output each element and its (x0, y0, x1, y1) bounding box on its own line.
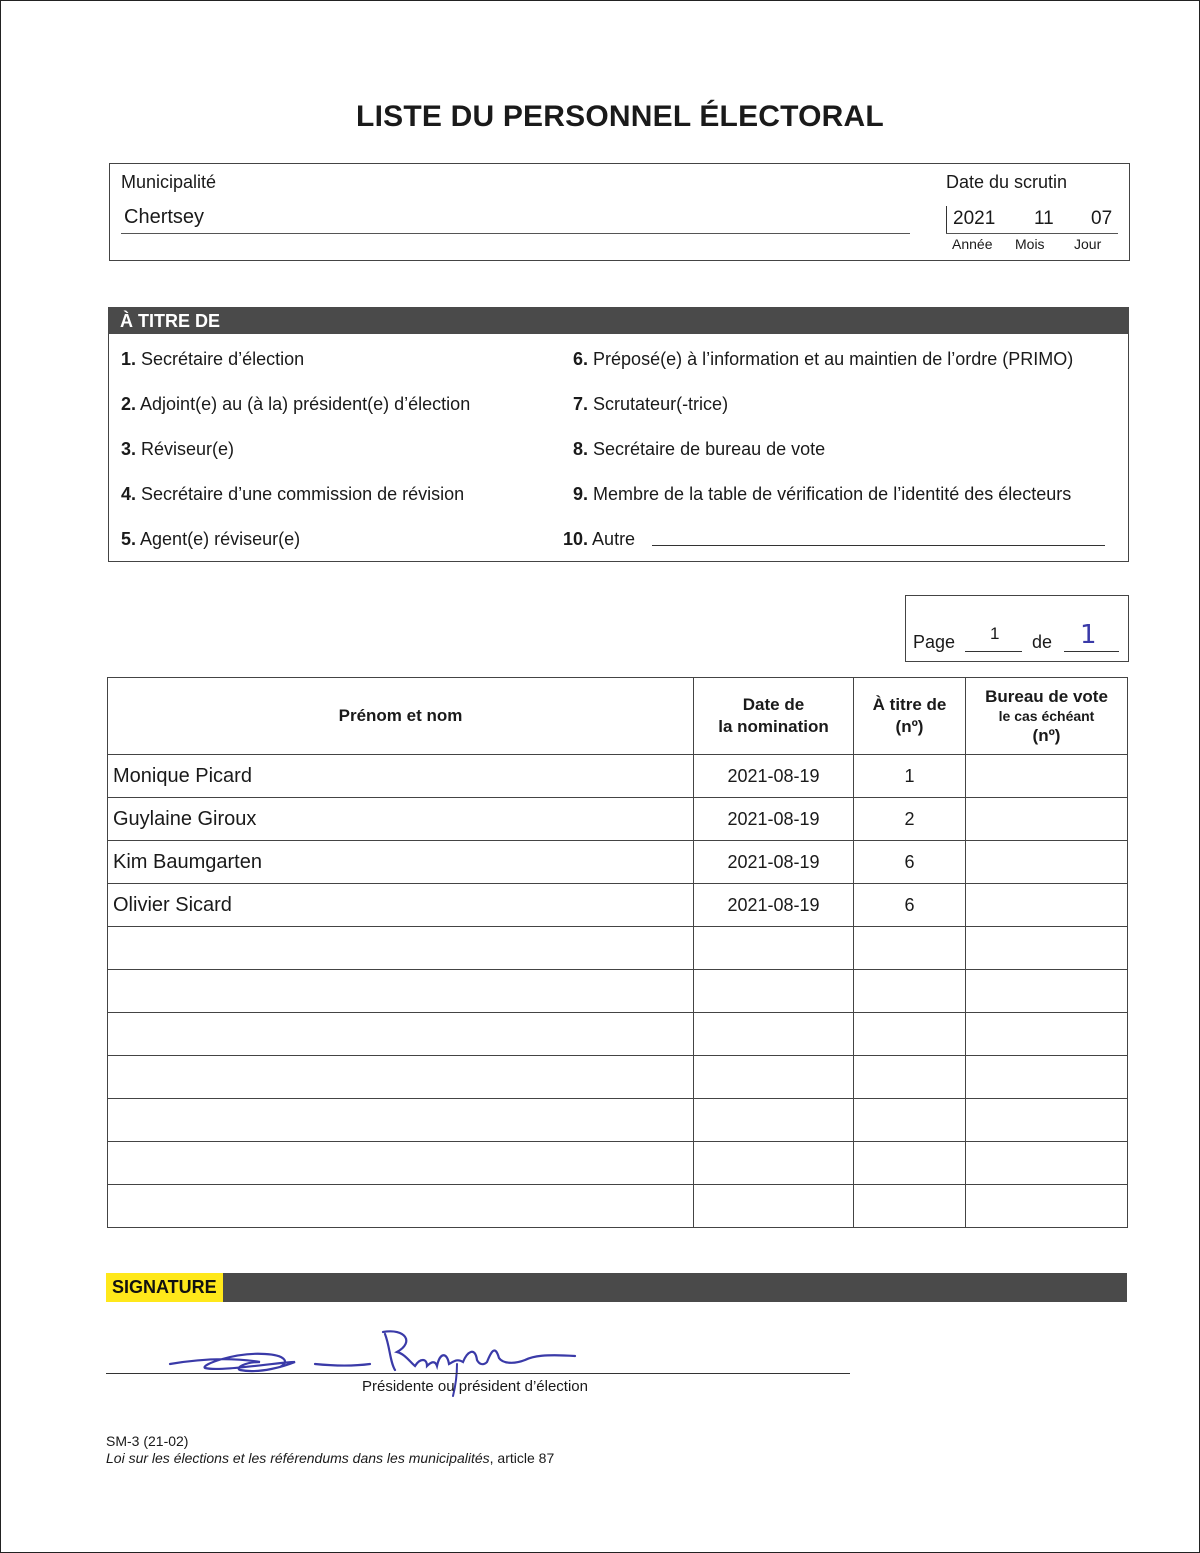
cell-role[interactable] (854, 1099, 966, 1142)
cell-role[interactable] (854, 1056, 966, 1099)
year-label: Année (952, 236, 993, 252)
cell-role[interactable] (854, 1142, 966, 1185)
cell-name[interactable] (108, 1142, 694, 1185)
law-reference: Loi sur les élections et les référendums dans les municipalités, article 87 (106, 1450, 555, 1466)
signature-header: SIGNATURE (106, 1273, 223, 1302)
cell-office[interactable] (966, 755, 1128, 798)
cell-role[interactable]: 2 (854, 798, 966, 841)
cell-office[interactable] (966, 1185, 1128, 1228)
table-row (108, 1056, 1128, 1099)
role-item: 5. Agent(e) réviseur(e) (121, 529, 301, 549)
table-header-row (108, 678, 1128, 755)
cell-role[interactable]: 6 (854, 841, 966, 884)
cell-name[interactable] (108, 970, 694, 1013)
cell-date[interactable] (694, 1185, 854, 1228)
cell-role[interactable] (854, 1013, 966, 1056)
cell-role[interactable] (854, 1185, 966, 1228)
role-item: 6. Préposé(e) à l’information et au maintien de l’ordre (PRIMO) (573, 349, 1074, 369)
roles-box (108, 307, 1129, 562)
day-label: Jour (1074, 236, 1102, 252)
month-label: Mois (1015, 236, 1045, 252)
role-item: 9. Membre de la table de vérification de l’identité des électeurs (573, 484, 1072, 504)
cell-role[interactable] (854, 927, 966, 970)
signature-line (106, 1373, 850, 1374)
header-role: À titre de (nº) (854, 678, 966, 755)
cell-date[interactable] (694, 1142, 854, 1185)
page-number-underline (965, 651, 1022, 652)
municipality-underline (121, 233, 910, 234)
cell-office[interactable] (966, 1056, 1128, 1099)
cell-name[interactable] (108, 1185, 694, 1228)
role-item: 4. Secrétaire d’une commission de révision (121, 484, 465, 504)
cell-name[interactable]: Monique Picard (108, 755, 694, 798)
election-date-label: Date du scrutin (946, 172, 1068, 192)
roles-header: À TITRE DE (108, 307, 1129, 334)
table-row (108, 970, 1128, 1013)
cell-name[interactable] (108, 1013, 694, 1056)
cell-role[interactable] (854, 970, 966, 1013)
cell-office[interactable] (966, 841, 1128, 884)
cell-name[interactable]: Guylaine Giroux (108, 798, 694, 841)
cell-date[interactable]: 2021-08-19 (694, 755, 854, 798)
date-field-underline (946, 233, 1118, 234)
table-row (108, 1099, 1128, 1142)
role-item: 3. Réviseur(e) (121, 439, 235, 459)
header-name: Prénom et nom (108, 678, 694, 755)
cell-date[interactable]: 2021-08-19 (694, 884, 854, 927)
role-item: 2. Adjoint(e) au (à la) président(e) d’élection (121, 394, 471, 414)
cell-office[interactable] (966, 884, 1128, 927)
cell-date[interactable] (694, 970, 854, 1013)
cell-name[interactable]: Kim Baumgarten (108, 841, 694, 884)
cell-name[interactable] (108, 1056, 694, 1099)
cell-office[interactable] (966, 798, 1128, 841)
cell-office[interactable] (966, 1013, 1128, 1056)
role-item: 1. Secrétaire d’élection (121, 349, 305, 369)
election-month[interactable]: 11 (1034, 208, 1054, 229)
table-row (108, 1013, 1128, 1056)
cell-office[interactable] (966, 1099, 1128, 1142)
role-item: 10. Autre (563, 529, 636, 549)
cell-date[interactable]: 2021-08-19 (694, 841, 854, 884)
table-row (108, 884, 1128, 927)
header-office: Bureau de vote le cas échéant (nº) (966, 678, 1128, 755)
other-role-input[interactable] (652, 545, 1105, 546)
cell-role[interactable]: 6 (854, 884, 966, 927)
cell-office[interactable] (966, 927, 1128, 970)
staff-table (107, 677, 1128, 1228)
cell-role[interactable]: 1 (854, 755, 966, 798)
cell-office[interactable] (966, 970, 1128, 1013)
header-date: Date de la nomination (694, 678, 854, 755)
page-number[interactable]: 1 (990, 624, 1000, 643)
table-row (108, 841, 1128, 884)
page-label: Page (913, 632, 956, 652)
election-year[interactable]: 2021 (953, 208, 996, 229)
of-label: de (1032, 632, 1053, 652)
cell-office[interactable] (966, 1142, 1128, 1185)
cell-date[interactable] (694, 1099, 854, 1142)
table-row (108, 798, 1128, 841)
cell-name[interactable] (108, 1099, 694, 1142)
cell-date[interactable] (694, 927, 854, 970)
cell-name[interactable]: Olivier Sicard (108, 884, 694, 927)
role-item: 8. Secrétaire de bureau de vote (573, 439, 826, 459)
table-row (108, 755, 1128, 798)
municipality-value[interactable]: Chertsey (124, 206, 205, 228)
date-field-tick (946, 206, 947, 234)
total-pages[interactable]: 1 (1080, 620, 1097, 650)
total-pages-underline (1064, 651, 1119, 652)
signature-bar (106, 1273, 1127, 1302)
form-code: SM-3 (21-02) (106, 1433, 189, 1449)
election-day[interactable]: 07 (1091, 208, 1113, 229)
cell-name[interactable] (108, 927, 694, 970)
cell-date[interactable]: 2021-08-19 (694, 798, 854, 841)
municipality-label: Municipalité (121, 172, 217, 192)
cell-date[interactable] (694, 1056, 854, 1099)
role-item: 7. Scrutateur(-trice) (573, 394, 729, 414)
cell-date[interactable] (694, 1013, 854, 1056)
table-row (108, 1185, 1128, 1228)
signature-caption: Présidente ou président d’élection (362, 1378, 588, 1395)
document-title: LISTE DU PERSONNEL ÉLECTORAL (356, 100, 884, 133)
table-row (108, 1142, 1128, 1185)
table-row (108, 927, 1128, 970)
